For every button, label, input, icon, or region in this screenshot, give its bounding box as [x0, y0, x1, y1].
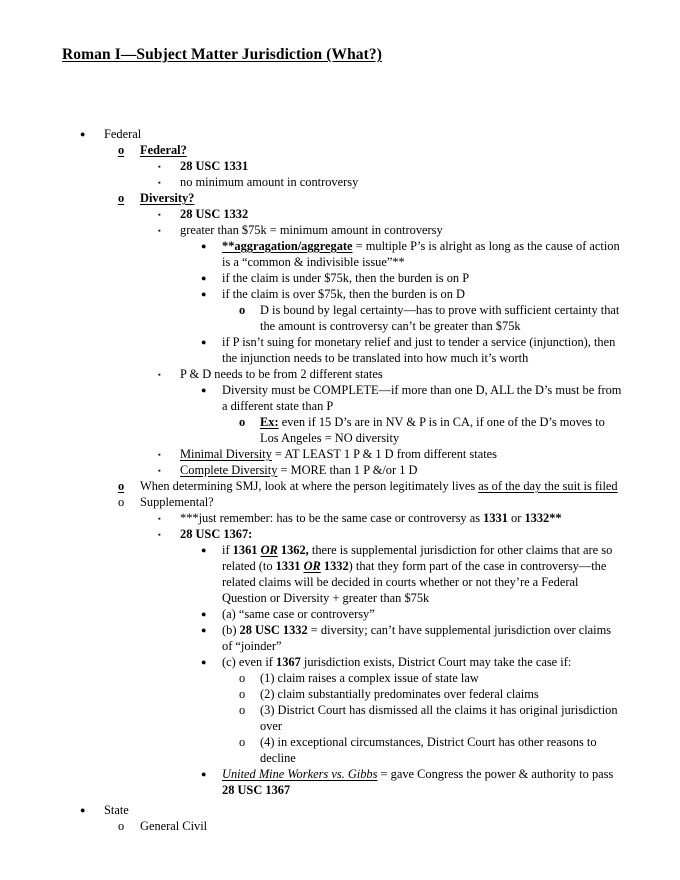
list-bullet-marker: o: [118, 479, 125, 493]
list-item-text: [180, 206, 622, 222]
list-item-text: [140, 478, 622, 494]
text-run: 1362,: [280, 543, 309, 557]
text-run: ***just remember: has to be the same case or controversy as: [180, 511, 484, 525]
list-item-text: [180, 462, 622, 478]
list-bullet-marker: o: [118, 191, 125, 205]
list-item: [0, 286, 680, 302]
page-title: Roman I—Subject Matter Jurisdiction (What?): [62, 46, 383, 63]
list-bullet-marker: ▪: [158, 178, 161, 187]
list-bullet-marker: ▪: [158, 162, 161, 171]
text-run: no minimum amount in controversy: [180, 175, 359, 189]
text-run: = multiple P’s is alright as long as the cause of action is a “common & indivisible issue”**: [222, 239, 620, 269]
text-run: 28 USC 1367:: [180, 527, 253, 541]
text-run: there is supplemental jurisdiction for other claims that are so related (to: [222, 543, 613, 573]
list-item-text: [260, 686, 622, 702]
list-item: [0, 622, 680, 654]
list-item: [0, 702, 680, 734]
list-bullet-marker: ▪: [158, 226, 161, 235]
list-item-text: [222, 622, 622, 654]
list-item-text: [104, 802, 622, 818]
text-run: = MORE than 1 P &/or 1 D: [277, 463, 418, 477]
text-run: When determining SMJ, look at where the person legitimately lives: [140, 479, 479, 493]
text-run: ) that they form part of the case in controversy—the related claims will be decided in courts whether or not they’re a Federal Question or Diversity + greater than $75k: [222, 559, 607, 605]
list-item-text: [140, 142, 622, 158]
list-item: [0, 302, 680, 334]
text-run: = AT LEAST 1 P & 1 D from different states: [271, 447, 497, 461]
list-bullet-marker: ●: [201, 609, 207, 619]
list-item: [0, 462, 680, 478]
list-item-text: [180, 222, 622, 238]
list-item: [0, 526, 680, 542]
text-run: **aggragation/aggregate: [222, 239, 353, 253]
text-run: Minimal Diversity: [180, 447, 272, 461]
list-item: [0, 366, 680, 382]
list-item-text: [260, 302, 622, 334]
text-run: even if 15 D’s are in NV & P is in CA, if one of the D’s moves to Los Angeles = NO diversity: [260, 415, 605, 445]
text-run: 28 USC 1332: [239, 623, 308, 637]
list-item-text: [180, 158, 622, 174]
list-bullet-marker: o: [118, 819, 125, 833]
list-item: [0, 158, 680, 174]
list-bullet-marker: ▪: [158, 530, 161, 539]
list-bullet-marker: ▪: [158, 514, 161, 523]
text-run: Federal?: [140, 143, 187, 157]
text-run: Diversity?: [140, 191, 195, 205]
list-item: [0, 766, 680, 798]
list-item: [0, 382, 680, 414]
list-item-text: [180, 366, 622, 382]
list-item-text: [104, 126, 622, 142]
list-bullet-marker: ●: [80, 129, 86, 139]
text-run: 1332: [323, 559, 349, 573]
text-run: (b): [222, 623, 240, 637]
list-item: [0, 802, 680, 818]
list-item: [0, 734, 680, 766]
text-run: OR: [260, 543, 278, 557]
list-item-text: [222, 286, 622, 302]
text-run: General Civil: [140, 819, 208, 833]
list-item: [0, 654, 680, 670]
list-item: [0, 270, 680, 286]
list-item-text: [222, 238, 622, 270]
text-run: (3) District Court has dismissed all the claims it has original jurisdiction over: [260, 703, 618, 733]
text-run: (1) claim raises a complex issue of state law: [260, 671, 479, 685]
list-bullet-marker: o: [118, 495, 125, 509]
list-bullet-marker: ●: [201, 545, 207, 555]
list-bullet-marker: ●: [201, 273, 207, 283]
text-run: if the claim is under $75k, then the burden is on P: [222, 271, 470, 285]
list-item-text: [222, 766, 622, 798]
list-item-text: [140, 818, 622, 834]
text-run: greater than $75k = minimum amount in controversy: [180, 223, 443, 237]
list-bullet-marker: o: [239, 703, 246, 717]
list-item-text: [222, 606, 622, 622]
list-item-text: [180, 526, 622, 542]
list-bullet-marker: ●: [201, 385, 207, 395]
list-item-text: [260, 670, 622, 686]
text-run: Ex:: [260, 415, 279, 429]
text-run: 1361: [232, 543, 258, 557]
list-item-text: [180, 446, 622, 462]
list-item-text: [222, 654, 622, 670]
list-item: [0, 334, 680, 366]
list-item-text: [180, 510, 622, 526]
list-item-text: [222, 382, 622, 414]
text-run: United Mine Workers vs. Gibbs: [222, 767, 378, 781]
outline-list: [0, 126, 680, 834]
text-run: State: [104, 803, 129, 817]
list-bullet-marker: ●: [201, 769, 207, 779]
list-bullet-marker: o: [239, 671, 246, 685]
list-item-text: [222, 334, 622, 366]
text-run: if: [222, 543, 233, 557]
list-item: [0, 222, 680, 238]
list-item: [0, 670, 680, 686]
list-bullet-marker: o: [239, 687, 246, 701]
list-item: [0, 818, 680, 834]
text-run: 1331: [483, 511, 508, 525]
list-item: [0, 190, 680, 206]
text-run: (2) claim substantially predominates over federal claims: [260, 687, 539, 701]
text-run: 28 USC 1331: [180, 159, 249, 173]
list-item: [0, 206, 680, 222]
list-item: [0, 510, 680, 526]
text-run: (c) even if: [222, 655, 277, 669]
text-run: Complete Diversity: [180, 463, 278, 477]
list-item-text: [140, 494, 622, 510]
text-run: if P isn’t suing for monetary relief and just to tender a service (injunction), then the injunction needs to be translated into how much it’s worth: [222, 335, 616, 365]
list-item-text: [260, 414, 622, 446]
list-bullet-marker: ●: [201, 289, 207, 299]
text-run: (4) in exceptional circumstances, District Court has other reasons to decline: [260, 735, 597, 765]
list-bullet-marker: ▪: [158, 450, 161, 459]
list-item-text: [260, 734, 622, 766]
text-run: = gave Congress the power & authority to pass: [377, 767, 614, 781]
text-run: Supplemental?: [140, 495, 214, 509]
list-item-text: [222, 270, 622, 286]
text-run: 1367: [276, 655, 301, 669]
text-run: or: [507, 511, 525, 525]
list-bullet-marker: ●: [201, 337, 207, 347]
text-run: P & D needs to be from 2 different states: [180, 367, 383, 381]
text-run: if the claim is over $75k, then the burden is on D: [222, 287, 465, 301]
list-item: [0, 478, 680, 494]
text-run: 28 USC 1367: [222, 783, 291, 797]
list-item: [0, 174, 680, 190]
text-run: (a) “same case or controversy”: [222, 607, 375, 621]
text-run: jurisdiction exists, District Court may take the case if:: [300, 655, 572, 669]
list-bullet-marker: o: [239, 415, 246, 429]
list-item: [0, 494, 680, 510]
text-run: 28 USC 1332: [180, 207, 249, 221]
list-item: [0, 542, 680, 606]
text-run: Federal: [104, 127, 142, 141]
text-run: as of the day the suit is filed: [478, 479, 618, 493]
text-run: Diversity must be COMPLETE—if more than one D, ALL the D’s must be from a different state than P: [222, 383, 622, 413]
list-item: [0, 446, 680, 462]
list-bullet-marker: ●: [201, 657, 207, 667]
list-bullet-marker: o: [239, 303, 246, 317]
list-item: [0, 126, 680, 142]
list-bullet-marker: ▪: [158, 466, 161, 475]
list-bullet-marker: o: [118, 143, 125, 157]
text-run: D is bound by legal certainty—has to prove with sufficient certainty that the amount is controversy can’t be greater than $75k: [260, 303, 620, 333]
list-bullet-marker: o: [239, 735, 246, 749]
list-item: [0, 606, 680, 622]
list-item: [0, 142, 680, 158]
text-run: = diversity; can’t have supplemental jurisdiction over claims of “joinder”: [222, 623, 612, 653]
list-item: [0, 686, 680, 702]
text-run: OR: [303, 559, 321, 573]
list-bullet-marker: ▪: [158, 370, 161, 379]
text-run: 1331: [275, 559, 301, 573]
list-bullet-marker: ●: [201, 625, 207, 635]
list-item-text: [260, 702, 622, 734]
list-bullet-marker: ▪: [158, 210, 161, 219]
list-item-text: [180, 174, 622, 190]
list-item: [0, 414, 680, 446]
list-bullet-marker: ●: [80, 805, 86, 815]
list-item-text: [222, 542, 622, 606]
list-item: [0, 238, 680, 270]
list-item-text: [140, 190, 622, 206]
text-run: 1332**: [524, 511, 562, 525]
list-bullet-marker: ●: [201, 241, 207, 251]
